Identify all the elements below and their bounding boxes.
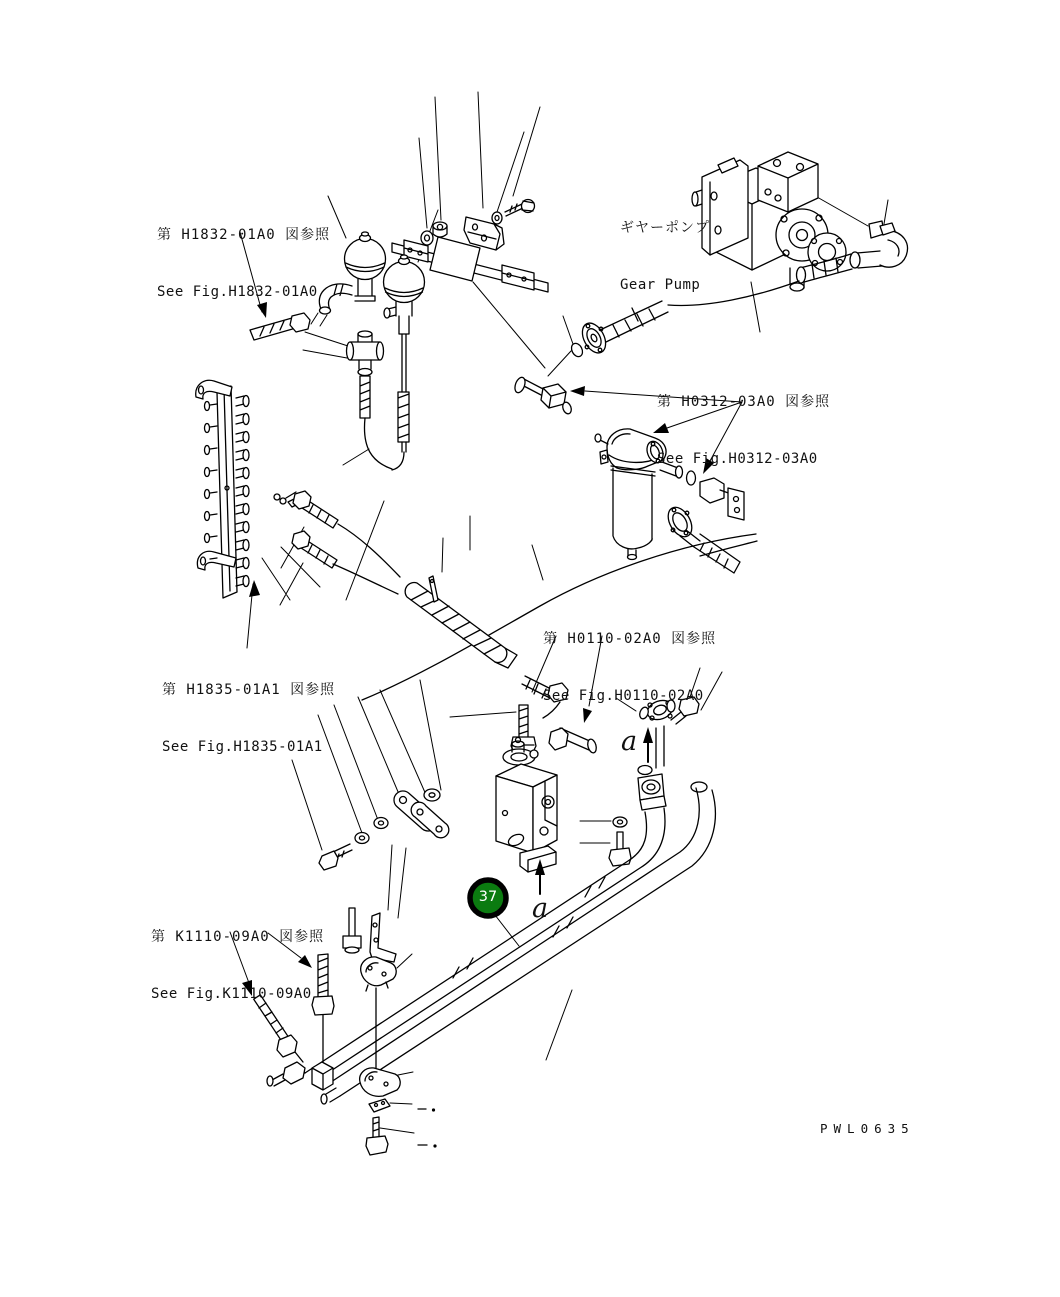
ref-label-h1835-en: See Fig.H1835-01A1 (162, 739, 323, 755)
manifold (196, 380, 300, 598)
long-pipes (267, 782, 715, 1104)
ref-label-h1832 (157, 188, 330, 340)
accumulator-group (319, 232, 424, 470)
ref-label-h0110-en: See Fig.H0110-02A0 (543, 688, 704, 704)
gear-pump-label-jp: ギヤーポンプ (620, 220, 710, 236)
section-label-a-upper: a (621, 726, 638, 757)
ref-label-h0110-jp: 第 H0110-02A0 図参照 (543, 631, 717, 647)
ref-label-h1832-en: See Fig.H1832-01A0 (157, 284, 318, 300)
ref-label-h0312-en: See Fig.H0312-03A0 (657, 451, 818, 467)
elbow-fitting (513, 376, 573, 415)
gear-pump-label (620, 181, 710, 333)
bracket-under-valve (343, 908, 396, 962)
section-label-a-lower: a (532, 893, 549, 924)
ref-label-h0110 (543, 592, 716, 744)
ref-label-h0312-jp: 第 H0312-03A0 図参照 (657, 394, 831, 410)
wrapped-hose (405, 576, 517, 668)
ref-label-h1835-jp: 第 H1835-01A1 図参照 (162, 682, 336, 698)
dash-dot-callouts (418, 1108, 437, 1147)
link-plates (319, 789, 449, 870)
ref-label-h1832-jp: 第 H1832-01A0 図参照 (157, 227, 331, 243)
threaded-fittings (292, 491, 338, 568)
drawing-code: PWL0635 (820, 1121, 915, 1136)
ref-label-k1110 (151, 890, 324, 1042)
gear-pump-label-en: Gear Pump (620, 277, 701, 293)
ref-label-h1835 (162, 643, 335, 795)
ref-label-h0312 (657, 355, 830, 507)
item-callout-number[interactable]: 37 (478, 889, 498, 905)
ref-label-k1110-en: See Fig.K1110-09A0 (151, 986, 312, 1002)
ref-label-k1110-jp: 第 K1110-09A0 図参照 (151, 929, 325, 945)
